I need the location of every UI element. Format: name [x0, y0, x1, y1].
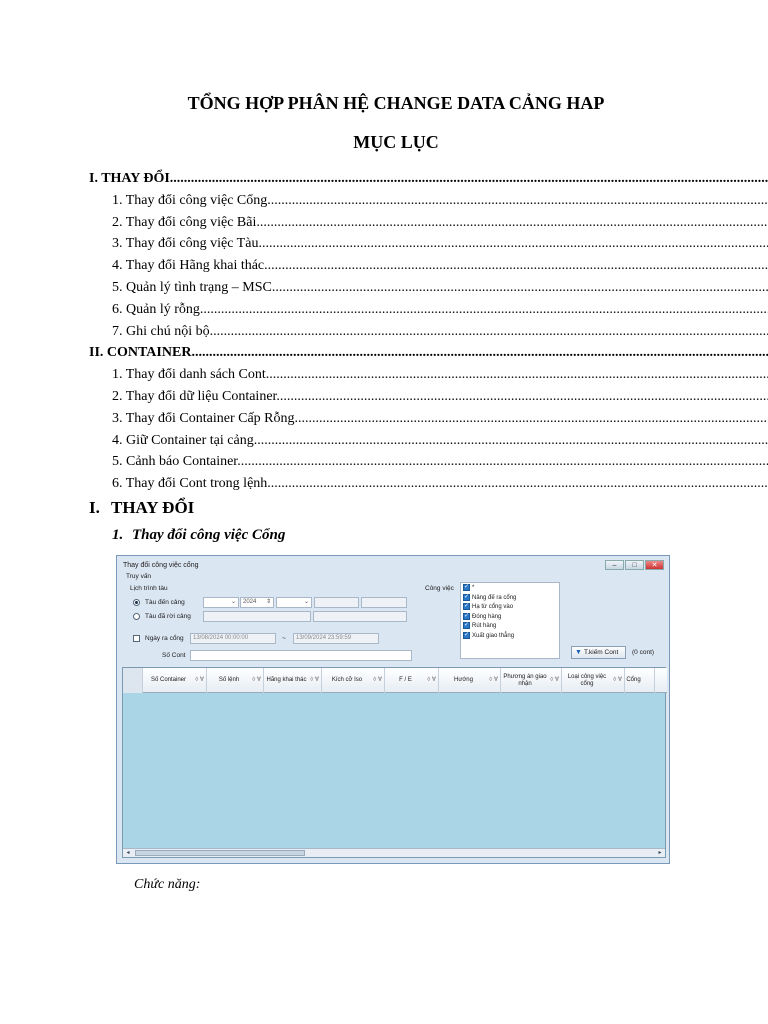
subsection-heading-1-1: 1. Thay đổi công việc Cổng: [112, 527, 286, 543]
job-checkbox[interactable]: [463, 603, 470, 610]
toc-item-label: 3. Thay đổi Container Cấp Rỗng .....: [112, 409, 768, 429]
window-title: Thay đổi công việc cổng: [123, 562, 199, 569]
toc-item-label: 5. Quản lý tình trạng – MSC .....: [112, 278, 768, 298]
schedule-label: Lịch trình tàu: [130, 585, 168, 592]
toc-item[interactable]: [0, 278, 768, 300]
column-header[interactable]: [143, 668, 207, 693]
chevron-down-icon: ⌄: [303, 599, 309, 605]
sort-filter-icon[interactable]: ◊ ∀: [613, 677, 622, 683]
date-from-field[interactable]: 13/08/2024 00:00:00: [190, 633, 276, 644]
stepper-icon: ⇕: [265, 599, 271, 605]
leave-vessel-field: [203, 611, 311, 622]
column-header[interactable]: [562, 668, 625, 693]
job-item[interactable]: [463, 622, 496, 630]
gate-date-label: Ngày ra cổng: [145, 635, 184, 642]
sort-filter-icon[interactable]: ◊ ∀: [252, 677, 261, 683]
grid-corner: [123, 668, 143, 693]
toc-item[interactable]: [0, 322, 768, 344]
job-item[interactable]: [463, 632, 514, 640]
toc-item[interactable]: [0, 343, 768, 365]
vessel-info-field: [314, 597, 359, 608]
toc-item[interactable]: [0, 431, 768, 453]
scroll-right-icon: ▸: [658, 850, 662, 856]
column-header[interactable]: [501, 668, 562, 693]
toc-item-label: 6. Thay đổi Cont trong lệnh .....: [112, 474, 768, 494]
radio-arrive[interactable]: [133, 599, 140, 606]
column-header-label: Kích cỡ Iso: [331, 677, 363, 683]
job-item-label: Đóng hàng: [472, 613, 502, 620]
radio-leave[interactable]: [133, 613, 140, 620]
voyage-select[interactable]: [276, 597, 312, 608]
maximize-icon[interactable]: □: [625, 560, 644, 570]
toc-item[interactable]: [0, 191, 768, 213]
cont-label: Số Cont: [162, 652, 186, 659]
window-controls: [605, 560, 664, 570]
date-separator: ~: [282, 635, 286, 642]
job-checklist: [460, 582, 560, 659]
voyage-info-field: [361, 597, 407, 608]
toc-item-label: 1. Thay đổi danh sách Cont .....: [112, 365, 768, 385]
caption: Chức năng:: [134, 877, 201, 892]
toc-item-label: 2. Thay đổi công việc Bãi .....: [112, 213, 768, 233]
scrollbar-thumb[interactable]: [135, 850, 305, 856]
job-label: Công việc: [425, 585, 454, 592]
toc-item-label: 1. Thay đổi công việc Cổng .....: [112, 191, 768, 211]
job-item[interactable]: [463, 613, 501, 621]
sort-filter-icon[interactable]: ◊ ∀: [373, 677, 382, 683]
job-item[interactable]: [463, 584, 474, 592]
toc-item[interactable]: [0, 452, 768, 474]
job-item[interactable]: [463, 594, 516, 602]
job-item-label: Nâng đế ra cổng: [472, 594, 517, 601]
column-header[interactable]: [264, 668, 322, 693]
sort-filter-icon[interactable]: ◊ ∀: [427, 677, 436, 683]
toc-item-label: 5. Cảnh báo Container .....: [112, 452, 768, 472]
job-item-label: Xuất giao thẳng: [472, 632, 515, 639]
column-header-label: Hãng khai thác: [266, 677, 307, 683]
grid-header: [123, 668, 667, 693]
toc-item[interactable]: [0, 365, 768, 387]
toc-item[interactable]: [0, 169, 768, 191]
cont-input[interactable]: [190, 650, 412, 661]
job-checkbox[interactable]: [463, 594, 470, 601]
column-header-label: Hướng: [454, 677, 473, 683]
data-grid[interactable]: [122, 667, 666, 858]
toc-title: MỤC LỤC: [353, 132, 439, 152]
close-icon[interactable]: ✕: [645, 560, 664, 570]
job-item-label: *: [472, 585, 475, 592]
scroll-left-icon: ◂: [126, 850, 130, 856]
column-header-label: Số Container: [150, 677, 187, 683]
radio-arrive-label: Tàu đến cảng: [145, 599, 185, 606]
toc-item-label: 6. Quản lý rỗng .....: [112, 300, 768, 320]
filter-cont-button[interactable]: ▼ T.kiếm Cont: [571, 646, 626, 659]
toc-item[interactable]: [0, 234, 768, 256]
section-heading-1: I. THAY ĐỔI: [89, 498, 195, 517]
column-header[interactable]: [439, 668, 501, 693]
toc-item[interactable]: [0, 387, 768, 409]
column-header[interactable]: [385, 668, 439, 693]
leave-voyage-field: [313, 611, 407, 622]
job-item[interactable]: [463, 603, 513, 611]
column-header[interactable]: [625, 668, 655, 693]
gate-date-checkbox[interactable]: [133, 635, 140, 642]
toc-item[interactable]: [0, 300, 768, 322]
screenshot-window: [116, 555, 670, 864]
toc-item[interactable]: [0, 474, 768, 496]
query-group-label: Truy vấn: [126, 573, 152, 580]
column-header-label: Số lệnh: [218, 677, 240, 683]
column-header-label: F / E: [399, 677, 412, 683]
column-header-label: Phương án giao nhận: [503, 673, 547, 687]
job-item-label: Rút hàng: [472, 623, 497, 630]
date-to-field[interactable]: 13/09/2024 23:59:59: [293, 633, 379, 644]
column-header[interactable]: [322, 668, 385, 693]
horizontal-scrollbar[interactable]: [123, 848, 665, 857]
job-checkbox[interactable]: [463, 632, 470, 639]
toc-item-label: II. CONTAINER .....: [89, 343, 768, 363]
column-header[interactable]: [207, 668, 264, 693]
cont-count: (0 cont): [632, 649, 655, 656]
toc-item-label: 2. Thay đổi dữ liệu Container .....: [112, 387, 768, 407]
toc-item[interactable]: [0, 213, 768, 235]
job-checkbox[interactable]: [463, 584, 470, 591]
minimize-icon[interactable]: –: [605, 560, 624, 570]
toc-item-label: I. THAY ĐỔI .....: [89, 169, 768, 189]
toc-item[interactable]: [0, 256, 768, 278]
vessel-select[interactable]: [203, 597, 239, 608]
toc-item-label: 3. Thay đổi công việc Tàu .....: [112, 234, 768, 254]
job-item-label: Hạ từ cổng vào: [472, 604, 514, 611]
job-checkbox[interactable]: [463, 622, 470, 629]
toc-item-label: 4. Giữ Container tại cảng .....: [112, 431, 768, 451]
chevron-down-icon: ⌄: [230, 599, 236, 605]
toc-item[interactable]: [0, 409, 768, 431]
job-checkbox[interactable]: [463, 613, 470, 620]
toc-item-label: 7. Ghi chú nội bộ .....: [112, 322, 768, 342]
radio-leave-label: Tàu đã rời cảng: [145, 613, 191, 620]
sort-filter-icon[interactable]: ◊ ∀: [310, 677, 319, 683]
funnel-icon: ▼: [575, 649, 582, 656]
year-stepper[interactable]: 2024 ⇕: [240, 597, 274, 608]
column-header-label: Loại công việc cổng: [567, 673, 607, 687]
toc-item-label: 4. Thay đổi Hãng khai thác .....: [112, 256, 768, 276]
sort-filter-icon[interactable]: ◊ ∀: [195, 677, 204, 683]
column-header-label: Cổng: [626, 677, 641, 683]
sort-filter-icon[interactable]: ◊ ∀: [550, 677, 559, 683]
document-title: TỔNG HỢP PHÂN HỆ CHANGE DATA CẢNG HAP: [187, 93, 605, 113]
sort-filter-icon[interactable]: ◊ ∀: [489, 677, 498, 683]
